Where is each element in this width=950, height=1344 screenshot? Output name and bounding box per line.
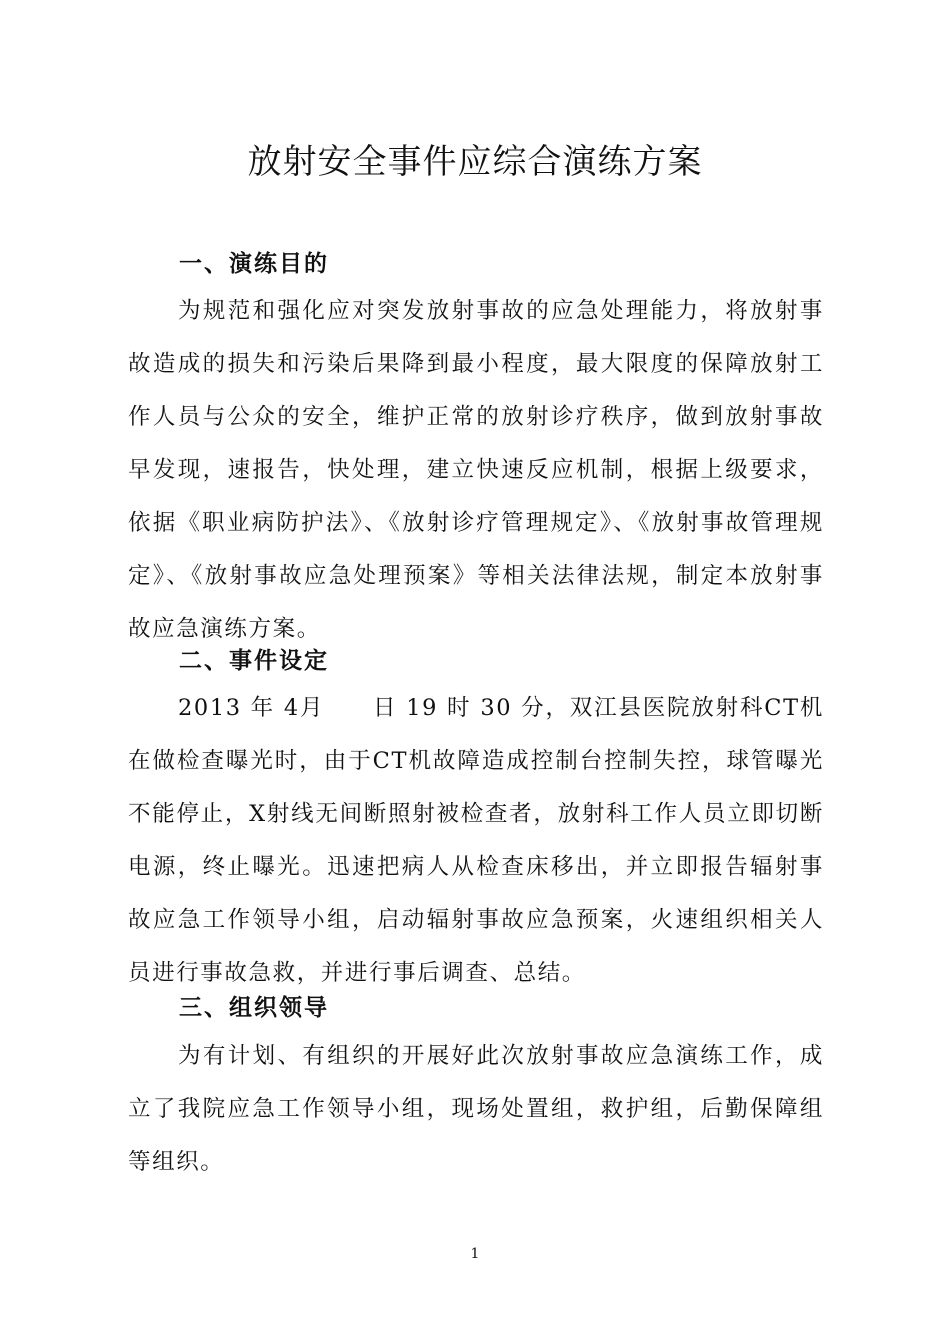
section-heading-scenario: 二、事件设定 <box>179 647 329 674</box>
document-title: 放射安全事件应综合演练方案 <box>247 142 703 182</box>
section-body-purpose: 为规范和强化应对突发放射事故的应急处理能力，将放射事故造成的损失和污染后果降到最小程度，最大限度的保障放射工作人员与公众的安全，维护正常的放射诊疗秩序，做到放射事故早发现，速报告，快处理，建立快速反应机制，根据上级要求，依据《职业病防护法》、《放射诊疗管理规定》、《放射事故管理规定》、《放射事故应急处理预案》等相关法律法规，制定本放射事故应急演练方案。 <box>128 298 824 642</box>
section-body-scenario: 2013 年 4月 日 19 时 30 分，双江县医院放射科CT机在做检查曝光时，由于CT机故障造成控制台控制失控，球管曝光不能停止，X射线无间断照射被检查者，放射科工作人员立即切断电源，终止曝光。迅速把病人从检查床移出，并立即报告辐射事故应急工作领导小组，启动辐射事故应急预案，火速组织相关人员进行事故急救，并进行事后调查、总结。 <box>128 695 824 986</box>
section-body-organization: 为有计划、有组织的开展好此次放射事故应急演练工作，成立了我院应急工作领导小组，现场处置组，救护组，后勤保障组等组织。 <box>128 1043 824 1175</box>
page-number: 1 <box>470 1246 480 1262</box>
section-heading-organization: 三、组织领导 <box>179 994 329 1021</box>
section-heading-purpose: 一、演练目的 <box>179 250 329 277</box>
